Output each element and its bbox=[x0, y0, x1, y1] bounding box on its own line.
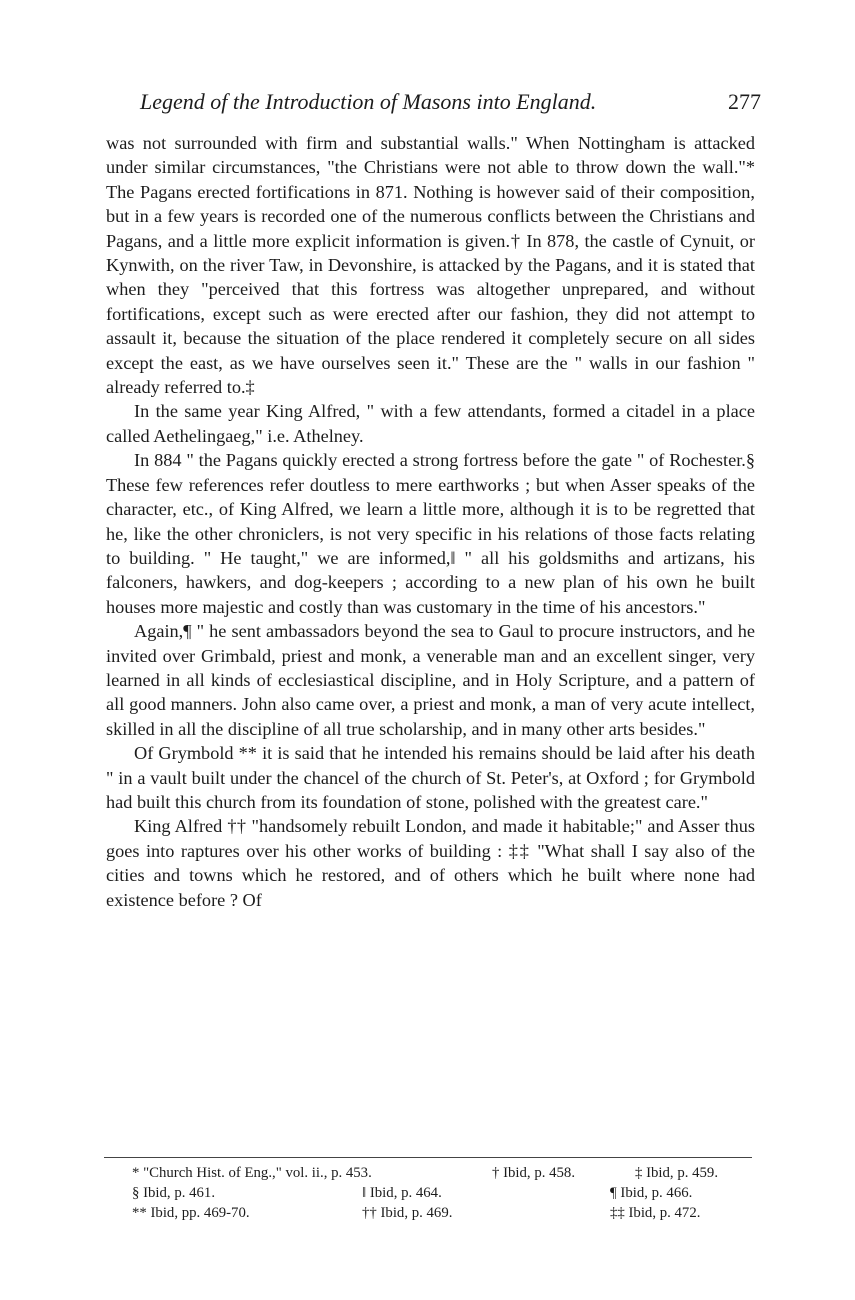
paragraph: Of Grymbold ** it is said that he intended his remains should be laid after his death " in a vault built under the chancel of the church of St. Peter's, at Oxford ; for Grymbold had built this church from its foundation of stone, polished with the greatest care." bbox=[106, 743, 755, 812]
paragraph: In 884 " the Pagans quickly erected a strong fortress before the gate " of Rochester.§ These few references refer doutless to mere earthworks ; but when Asser speaks of the character, etc., of King Alfred, we learn a little more, although it is to be regretted that he, like the other chroniclers, is not very specific in his relations of those facts relating to building. " He taught," we are informed,‖ " all his goldsmiths and artizans, his falconers, hawkers, and dog-keepers ; according to a new plan of his own he built houses more majestic and costly than was customary in the time of his ancestors." bbox=[106, 450, 755, 617]
page-number: 277 bbox=[728, 89, 761, 114]
footnote: * "Church Hist. of Eng.," vol. ii., p. 453. bbox=[132, 1165, 372, 1181]
running-title: Legend of the Introduction of Masons into England. bbox=[140, 89, 597, 114]
footnotes bbox=[132, 1163, 752, 1223]
footnote-row bbox=[132, 1163, 752, 1183]
footnote: ** Ibid, pp. 469-70. bbox=[132, 1205, 250, 1221]
footnote: § Ibid, p. 461. bbox=[132, 1185, 216, 1201]
paragraph: In the same year King Alfred, " with a few attendants, formed a citadel in a place called Aethelingaeg," i.e. Athelney. bbox=[106, 401, 755, 446]
footnote: ‡ Ibid, p. 459. bbox=[635, 1165, 719, 1181]
paragraph: was not surrounded with firm and substantial walls." When Nottingham is attacked under similar circumstances, "the Christians were not able to throw down the wall."* The Pagans erected fortifications in 871. Nothing is however said of their composition, but in a few years is recorded one of the numerous conflicts between the Christians and Pagans, and a little more explicit information is given.† In 878, the castle of Cynuit, or Kynwith, on the river Taw, in Devonshire, is attacked by the Pagans, and it is stated that when they "perceived that this fortress was altogether unprepared, and without fortifications, except such as were erected after our fashion, they did not attempt to assault it, because the situation of the place rendered it completely secure on all sides except the east, as we have ourselves seen it." These are the " walls in our fashion " already referred to.‡ bbox=[106, 133, 755, 398]
paragraph: Again,¶ " he sent ambassadors beyond the sea to Gaul to procure instructors, and he invited over Grimbald, priest and monk, a venerable man and an excellent singer, very learned in all kinds of ecclesiastical discipline, and in Holy Scripture, and a pattern of all good manners. John also came over, a priest and monk, a man of very acute intellect, skilled in all the discipline of all true scholarship, and in many other arts besides." bbox=[106, 621, 755, 739]
footnote: †† Ibid, p. 469. bbox=[362, 1205, 453, 1221]
footnote-divider bbox=[104, 1157, 752, 1158]
footnote: ‖ Ibid, p. 464. bbox=[362, 1185, 442, 1201]
footnote: † Ibid, p. 458. bbox=[492, 1165, 576, 1181]
page-header bbox=[140, 88, 761, 116]
footnote-row bbox=[132, 1203, 752, 1223]
body-text bbox=[106, 131, 755, 912]
paragraph: King Alfred †† "handsomely rebuilt London, and made it habitable;" and Asser thus goes into raptures over his other works of building : ‡‡ "What shall I say also of the cities and towns which he restored, and of others which he built where none had existence before ? Of bbox=[106, 816, 755, 910]
footnote: ¶ Ibid, p. 466. bbox=[610, 1185, 693, 1201]
footnote: ‡‡ Ibid, p. 472. bbox=[610, 1205, 701, 1221]
footnote-row bbox=[132, 1183, 752, 1203]
